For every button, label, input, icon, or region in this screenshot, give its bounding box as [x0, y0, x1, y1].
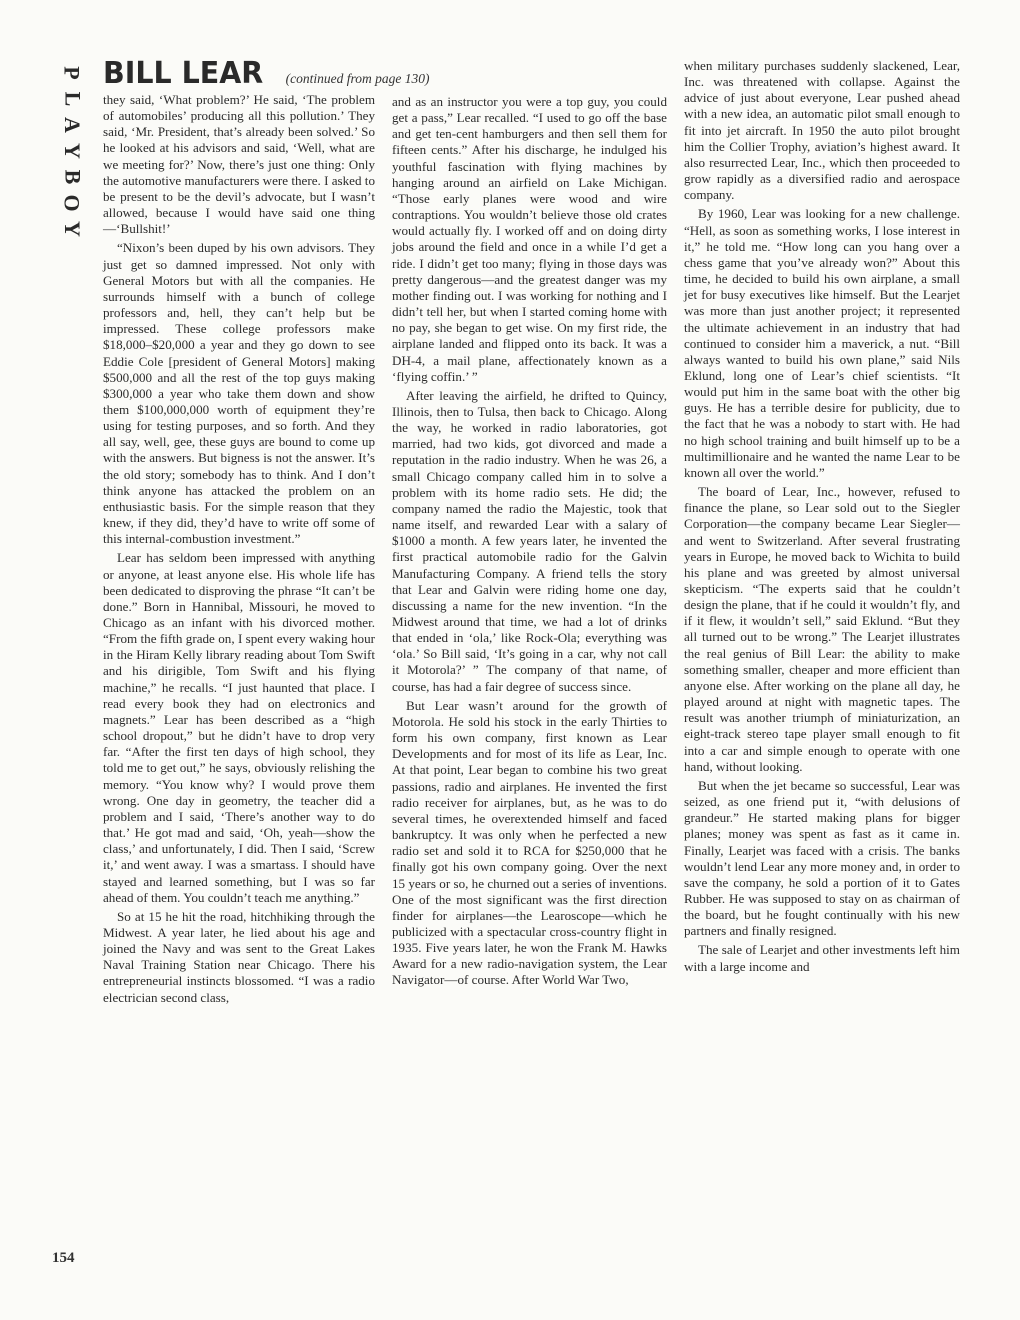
text-column-3 — [684, 58, 960, 978]
paragraph: By 1960, Lear was looking for a new challenge. “Hell, as soon as something works, I lose interest in it,” he told me. “How long can you hang over a chess game that you’ve already won?” About this time, he decided to build his own airplane, a small jet for busy executives like himself. But the Learjet was more than just another project; it represented the ultimate achievement in an industry that had continued to consider him a maverick, a nut. “Bill always wanted to build his own plane,” said Nils Eklund, long one of Lear’s chief scientists. “It would put him in the same boat with the other big guys. He has a terrible desire for publicity, due to the fact that he was a nobody to start with. He had no high school training and built himself up to be a multimillionaire and he wanted the name Lear to be known all over the world.” — [684, 206, 960, 480]
logo-letter: Y — [59, 143, 85, 159]
logo-letter: Y — [59, 221, 85, 237]
paragraph: The sale of Learjet and other investments left him with a large income and — [684, 942, 960, 974]
article-header — [103, 56, 430, 91]
paragraph: The board of Lear, Inc., however, refused to finance the plane, so Lear sold out to the Siegler Corporation—the company became Lear Siegler—and went to Switzerland. After several frustrating years in Europe, he moved back to Wichita to build his plane and was greeted by almost universal skepticism. “The experts said that he couldn’t design the plane, that if he could it wouldn’t fly, and if it flew, it wouldn’t sell,” said Eklund. “But they all turned out to be wrong.” The Learjet illustrates the real genius of Bill Lear: the ability to make something smaller, cheaper and more efficient than anyone else. After working on the plane all day, he played around at night with magnetic tapes. The result was another triumph of miniaturization, an eight-track stereo tape player small enough to fit into a car and simple enough to operate with one hand, without looking. — [684, 484, 960, 774]
paragraph: So at 15 he hit the road, hitchhiking through the Midwest. A year later, he lied about his age and joined the Navy and was sent to the Great Lakes Naval Training Station near Chicago. There his entrepreneurial instincts blossomed. “I was a radio electrician second class, — [103, 908, 375, 1005]
text-column-2 — [392, 94, 667, 992]
paragraph: But when the jet became so successful, Lear was seized, as one friend put it, “with delusions of grandeur.” He started making plans for bigger planes; money was spent as fast as it came in. Finally, Learjet was faced with a crisis. The banks wouldn’t lend Lear any more money and, in order to save the company, he sold a portion of it to Gates Rubber. He was supposed to stay on as chairman of the board, but he fought continually with his new partners and finally resigned. — [684, 777, 960, 939]
article-title: BILL LEAR — [103, 56, 264, 91]
text-column-1 — [103, 92, 375, 1009]
logo-letter: A — [59, 117, 85, 133]
magazine-logo-vertical — [56, 60, 88, 242]
logo-letter: O — [60, 194, 85, 212]
paragraph: when military purchases suddenly slackened, Lear, Inc. was threatened with collapse. Against the advice of just about everyone, Lear pushed ahead with a new idea, an automatic pilot small enough to fit into jet aircraft. In 1950 the auto pilot brought him the Collier Trophy, aviation’s highest award. It also resurrected Lear, Inc., which then proceeded to grow rapidly as a diversified radio and aerospace company. — [684, 58, 960, 203]
paragraph: they said, ‘What problem?’ He said, ‘The problem of automobiles’ producing all this pollution.’ They said, ‘Mr. President, that’s already been solved.’ So he looked at his advisors and said, ‘Well, what are we meeting for?’ Now, there’s just one thing: Only the automotive manufacturers were there. I asked to be present to be the devil’s advocate, but I wasn’t allowed, because I would have said one thing—‘Bullshit!’ — [103, 92, 375, 237]
paragraph: “Nixon’s been duped by his own advisors. They just get so damned impressed. Not only with General Motors but with all the companies. He surrounds himself with a bunch of college professors and, hell, they can’t help but be impressed. These college professors make $18,000–$20,000 a year and they go down to see Eddie Cole [president of General Motors] making $500,000 and all the rest of the top guys making $300,000 a year who take them down and show them $100,000,000 worth of equipment they’re using for testing purposes, and so forth. And they all say, well, gee, these guys are bound to come up with the answers. But bigness is not the answer. It’s the old story; somebody has to think. And I don’t think anyone has attacked the problem on an enthusiastic basis. For the simple reason that they knew, if they did, they’d have to write off some of this internal-combustion investment.” — [103, 240, 375, 547]
paragraph: But Lear wasn’t around for the growth of Motorola. He sold his stock in the early Thirties to form his own company, first known as Lear Developments and for most of its life as Lear, Inc. At that point, Lear began to combine his two great passions, radio and airplanes. He invented the first radio receiver for airplanes, but, as he was to do several times, he overextended himself and faced bankruptcy. It was only when he perfected a new radio set and sold it to RCA for $250,000 that he finally got his own company going. Over the next 15 years or so, he churned out a series of inventions. One of the most significant was the first direction finder for airplanes—the Learoscope—which he publicized with a spectacular cross-country flight in 1935. Five years later, he won the Frank M. Hawks Award for a new radio-navigation system, the Lear Navigator—of course. After World War Two, — [392, 697, 667, 988]
page-number: 154 — [52, 1250, 75, 1266]
continued-note: (continued from page 130) — [285, 71, 430, 86]
paragraph: Lear has seldom been impressed with anything or anyone, at least anyone else. His whole life has been dedicated to disproving the phrase “It can’t be done.” Born in Hannibal, Missouri, he moved to Chicago as an infant with his divorced mother. “From the fifth grade on, I spent every waking hour in the Hiram Kelly library reading about Tom Swift and his dirigible, Tom Swift and his flying machine,” he recalls. “I just haunted that place. I read every book they had on electronics and magnets.” Lear has been described as a “high school dropout,” but he didn’t have to drop very far. “After the first ten days of high school, they told me to get out,” he says, obviously relishing the memory. “You know why? I would prove them wrong. One day in geometry, the teacher did a problem and I said, ‘There’s another way to do that.’ He got mad and said, ‘Oh, yeah—show the class,’ and unfortunately, I did. Then I said, ‘Screw it,’ and went away. I was a smartass. I should have stayed and learned something, but I was so far ahead of them. You couldn’t teach me anything.” — [103, 550, 375, 905]
logo-letter: P — [59, 66, 85, 80]
logo-letter: L — [60, 91, 85, 107]
paragraph: After leaving the airfield, he drifted to Quincy, Illinois, then to Tulsa, then back to Chicago. Along the way, he worked in radio laboratories, got married, had two kids, got divorced and made a reputation in the radio industry. When he was 26, a small Chicago company called him in to solve a problem with its home radio sets. He did; the company named the radio the Majestic, took that name itself, and rewarded Lear with a salary of $1000 a month. A few years later, he invented the first practical automobile radio for the Galvin Manufacturing Company. A friend tells the story that Lear and Galvin were riding home one day, discussing a name for the new invention. “In the Midwest around that time, we had a lot of drinks that ended in ‘ola,’ like Rock-Ola; everything was ‘ola.’ So Bill said, ‘It’s going in a car, why not call it Motorola?’ ” The company of that name, of course, has had a fair degree of success since. — [392, 387, 667, 694]
logo-letter: B — [60, 169, 85, 185]
paragraph: and as an instructor you were a top guy, you could get a pass,” Lear recalled. “I used to go off the base and get ten-cent hamburgers and then sell them for fifteen cents.” After his discharge, he indulged his youthful fascination with flying machines by hanging around an airfield on Lake Michigan. “Those early planes were wood and wire contraptions. You wouldn’t believe those old crates would actually fly. I worked off and on doing dirty jobs around the field and once in a while I’d get a ride. I didn’t get too many; flying in those days was pretty dangerous—and the greatest danger was my mother finding out. I was working for nothing and I didn’t tell her, but when I started coming home with no pay, she began to get wise. On my first ride, the airplane landed and flipped onto its back. It was a DH-4, a mail plane, affectionately known as a ‘flying coffin.’ ” — [392, 94, 667, 384]
